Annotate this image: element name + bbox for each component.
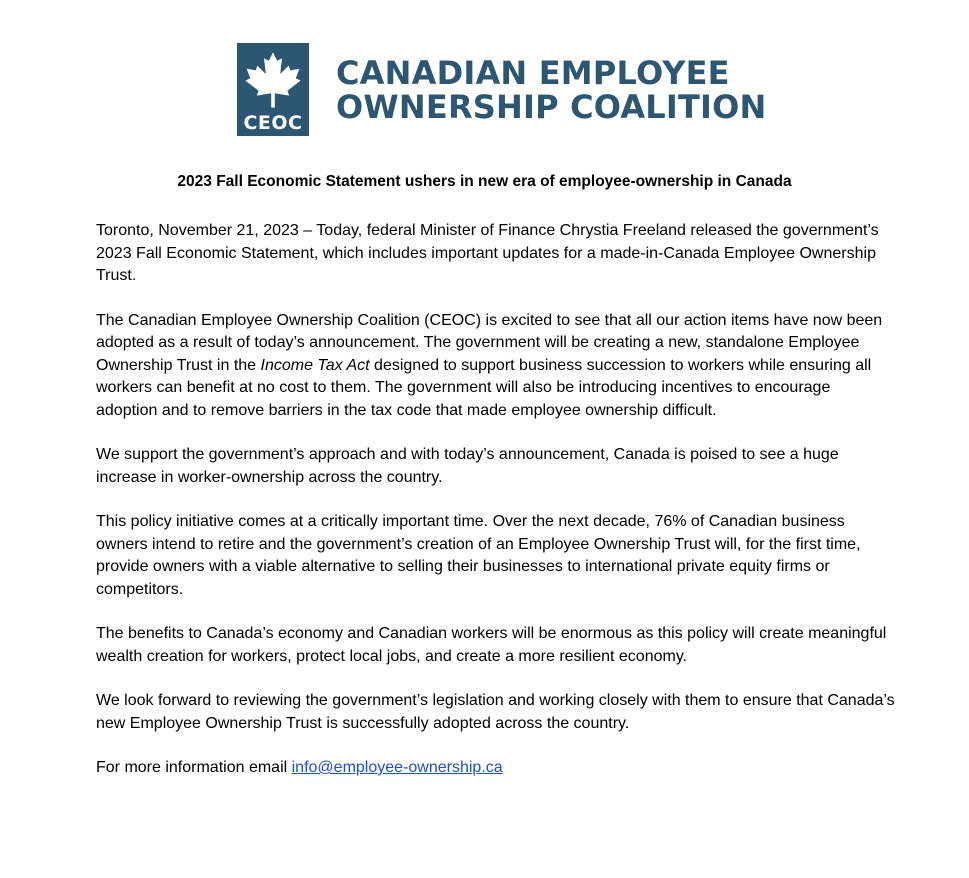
paragraph-intro: Toronto, November 21, 2023 – Today, federal Minister of Finance Chrystia Freeland released the government’s 2023 Fall Economic Statement, which includes important updates for a made-in-Canada Employee Ownership Trust.	[96, 222, 879, 284]
paragraph-support: We support the government’s approach and with today’s announcement, Canada is poised to see a huge increase in worker-ownership across the country.	[96, 446, 839, 486]
contact-email-link[interactable]: info@employee-ownership.ca	[291, 759, 503, 776]
paragraph-outlook: We look forward to reviewing the government’s legislation and working closely with them to ensure that Canada’s new Employee Ownership Trust is successfully adopted across the country.	[96, 692, 895, 732]
logo-wordmark-line-2: OWNERSHIP COALITION	[336, 88, 767, 126]
paragraph-benefits: The benefits to Canada’s economy and Canadian workers will be enormous as this policy will create meaningful wealth creation for workers, protect local jobs, and create a more resilient economy.	[96, 625, 887, 665]
contact-line	[96, 757, 896, 780]
paragraph-ceoc-statement	[96, 310, 896, 423]
contact-prefix: For more information email	[96, 759, 292, 776]
income-tax-act-reference: Income Tax Act	[260, 356, 370, 374]
maple-leaf-icon	[243, 50, 303, 110]
logo-wordmark-line-1: CANADIAN EMPLOYEE	[336, 54, 730, 92]
press-release-headline: 2023 Fall Economic Statement ushers in new era of employee-ownership in Canada	[177, 173, 792, 190]
paragraph-ceoc-text-2: designed to support business succession to workers while ensuring all workers can benefit at no cost to them. The government will also be introducing incentives to encourage adoption and to remove barriers in the tax code that made employee ownership difficult.	[96, 356, 872, 419]
logo-wordmark	[336, 56, 767, 124]
logo-mark	[237, 43, 309, 136]
press-release-body	[96, 220, 896, 802]
paragraph-policy-timing: This policy initiative comes at a critically important time. Over the next decade, 76% of Canadian business owners intend to retire and the government’s creation of an Employee Ownership Trust will, for the first time, provide owners with a viable alternative to selling their businesses to international private equity firms or competitors.	[96, 513, 861, 598]
logo-abbreviation: CEOC	[243, 112, 303, 134]
ceoc-logo	[237, 43, 767, 136]
paragraph-ceoc-text-1: The Canadian Employee Ownership Coalition (CEOC) is excited to see that all our action items have now been adopted as a result of today’s announcement. The government will be creating a new, standalone Employee Ownership Trust in the	[96, 311, 883, 374]
